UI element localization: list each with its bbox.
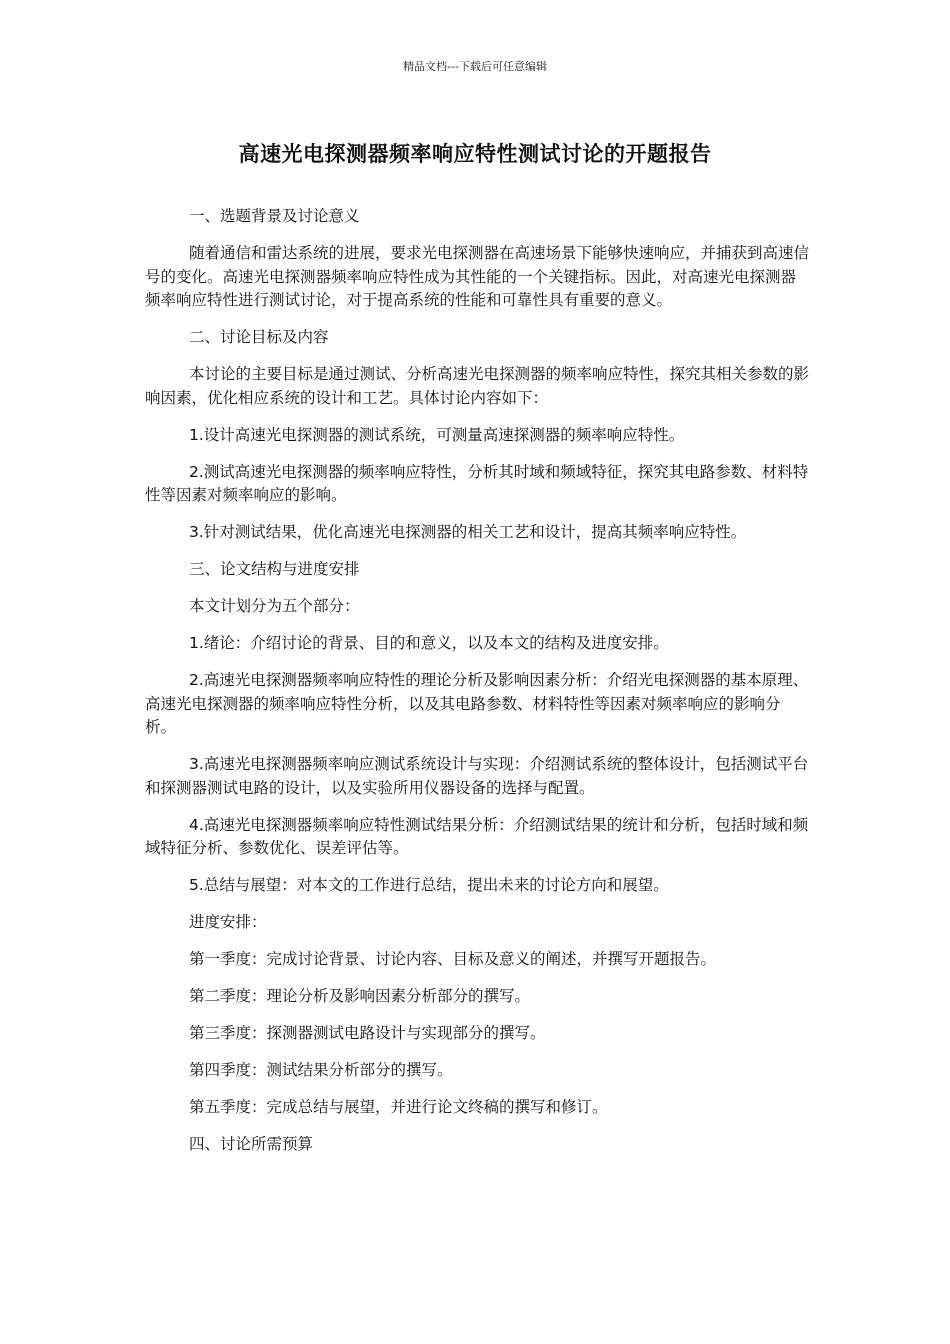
- section-heading-goals: 二、讨论目标及内容: [189, 328, 329, 346]
- paragraph-background: 随着通信和雷达系统的进展，要求光电探测器在高速场景下能够快速响应，并捕获到高速信号的变化。高速光电探测器频率响应特性成为其性能的一个关键指标。因此，对高速光电探测器频率响应特性进行测试讨论，对于提高系统的性能和可靠性具有重要的意义。: [145, 244, 810, 309]
- structure-item-3: 3.高速光电探测器频率响应测试系统设计与实现：介绍测试系统的整体设计，包括测试平台和探测器测试电路的设计，以及实验所用仪器设备的选择与配置。: [145, 755, 809, 797]
- structure-item-5: 5.总结与展望：对本文的工作进行总结，提出未来的讨论方向和展望。: [189, 876, 669, 894]
- paragraph-goals: 本讨论的主要目标是通过测试、分析高速光电探测器的频率响应特性，探究其相关参数的影响因素，优化相应系统的设计和工艺。具体讨论内容如下：: [145, 365, 810, 407]
- schedule-label: 进度安排：: [189, 913, 267, 931]
- document-title: 高速光电探测器频率响应特性测试讨论的开题报告: [238, 142, 712, 166]
- goal-item-1: 1.设计高速光电探测器的测试系统，可测量高速探测器的频率响应特性。: [189, 425, 685, 444]
- structure-item-1: 1.绪论：介绍讨论的背景、目的和意义，以及本文的结构及进度安排。: [189, 634, 669, 652]
- structure-item-2: 2.高速光电探测器频率响应特性的理论分析及影响因素分析：介绍光电探测器的基本原理、高速光电探测器的频率响应特性分析，以及其电路参数、材料特性等因素对频率响应的影响分析。: [145, 671, 809, 736]
- schedule-q4: 第四季度：测试结果分析部分的撰写。: [189, 1061, 453, 1079]
- page-header: 精品文档---下载后可任意编辑: [403, 60, 547, 73]
- section-heading-budget: 四、讨论所需预算: [189, 1135, 314, 1153]
- goal-item-2: 2.测试高速光电探测器的频率响应特性，分析其时域和频域特征，探究其电路参数、材料特性等因素对频率响应的影响。: [145, 462, 809, 504]
- document-body: [145, 205, 810, 1170]
- section-heading-background: 一、选题背景及讨论意义: [189, 207, 360, 225]
- goal-item-3: 3.针对测试结果，优化高速光电探测器的相关工艺和设计，提高其频率响应特性。: [189, 523, 747, 541]
- schedule-q2: 第二季度：理论分析及影响因素分析部分的撰写。: [189, 987, 531, 1005]
- structure-item-4: 4.高速光电探测器频率响应特性测试结果分析：介绍测试结果的统计和分析，包括时域和频域特征分析、参数优化、误差评估等。: [145, 815, 809, 857]
- schedule-q1: 第一季度：完成讨论背景、讨论内容、目标及意义的阐述，并撰写开题报告。: [189, 950, 717, 968]
- schedule-q5: 第五季度：完成总结与展望，并进行论文终稿的撰写和修订。: [189, 1098, 608, 1116]
- schedule-q3: 第三季度：探测器测试电路设计与实现部分的撰写。: [189, 1024, 546, 1042]
- paragraph-structure-intro: 本文计划分为五个部分：: [189, 597, 360, 615]
- section-heading-structure: 三、论文结构与进度安排: [189, 560, 360, 578]
